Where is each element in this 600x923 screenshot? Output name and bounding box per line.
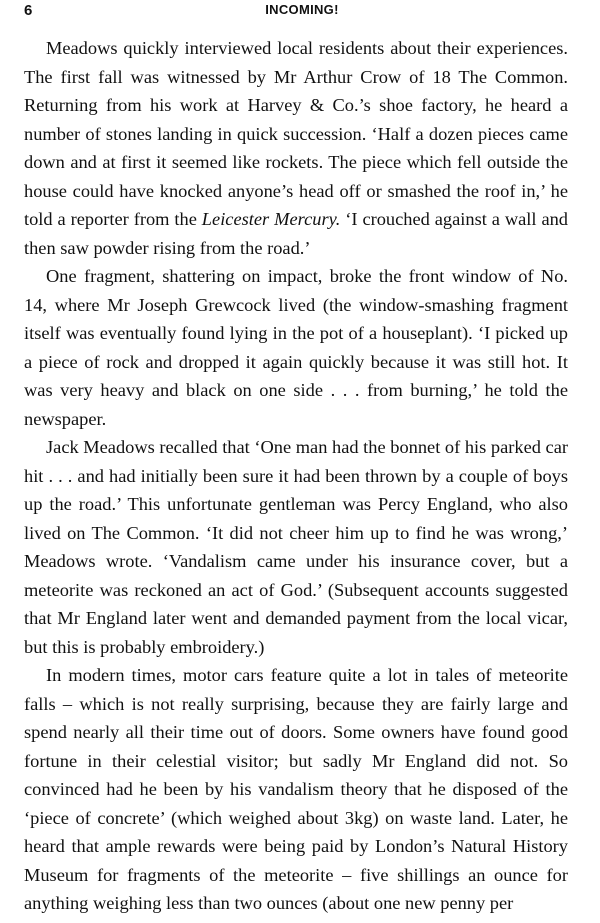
body-text [24,34,568,918]
paragraph-text: Meadows quickly interviewed local residents about their experiences. The first fall was witnessed by Mr Arthur Crow of 18 The Common. Returning from his work at Harvey & Co.’s shoe factory, he heard a number of stones landing in quick succession. ‘Half a dozen pieces came down and at first it seemed like rockets. The piece which fell outside the house could have knocked anyone’s head off or smashed the roof in,’ he told a reporter from the [24,38,568,229]
paragraph-text: ‘I crouched against a wall and then saw powder rising from the road.’ [24,209,568,258]
paragraph [24,34,568,262]
publication-title: Leicester Mercury. [201,209,341,229]
page-number: 6 [24,2,33,19]
running-head [24,2,580,24]
running-title: INCOMING! [265,2,339,17]
paragraph: In modern times, motor cars feature quite a lot in tales of meteorite falls – which is not really surprising, because they are fairly large and spend nearly all their time out of doors. Some owners have found good fortune in their celestial visitor; but sadly Mr England did not. So convinced had he been by his vandalism theory that he disposed of the ‘piece of concrete’ (which weighed about 3kg) on waste land. Later, he heard that ample rewards were being paid by London’s Natural History Museum for fragments of the meteorite – five shillings an ounce for anything weighing less than two ounces (about one new penny per [24,665,568,913]
paragraph: Jack Meadows recalled that ‘One man had the bonnet of his parked car hit . . . and had initially been sure it had been thrown by a couple of boys up the road.’ This unfortunate gentleman was Percy England, who also lived on The Common. ‘It did not cheer him up to find he was wrong,’ Meadows wrote. ‘Vandalism came under his insurance cover, but a meteorite was reckoned an act of God.’ (Subsequent accounts suggested that Mr England later went and demanded payment from the local vicar, but this is probably embroidery.) [24,437,568,657]
paragraph: One fragment, shattering on impact, broke the front window of No. 14, where Mr Joseph Grewcock lived (the window-smashing fragment itself was eventually found lying in the pot of a houseplant). ‘I picked up a piece of rock and dropped it again quickly because it was still hot. It was very heavy and black on one side . . . from burning,’ he told the newspaper. [24,266,568,429]
